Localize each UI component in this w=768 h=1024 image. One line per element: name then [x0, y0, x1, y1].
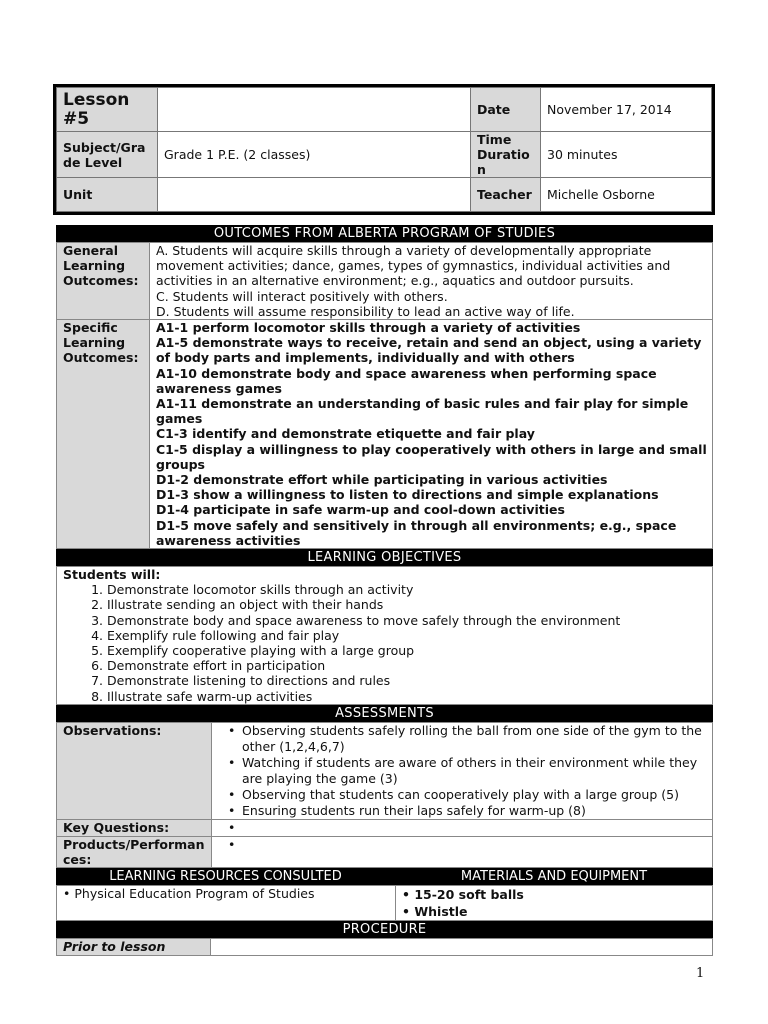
products-label: Products/Performan ces:: [57, 836, 212, 867]
observations-cell: [212, 722, 713, 819]
assessments-table: [56, 722, 713, 868]
general-outcomes-label: General Learning Outcomes:: [57, 243, 150, 320]
page-number: 1: [696, 966, 705, 981]
specific-outcome-line: A1-11 demonstrate an understanding of basic rules and fair play for simple games: [156, 396, 689, 427]
key-questions-label: Key Questions:: [57, 819, 212, 836]
specific-outcome-line: A1-5 demonstrate ways to receive, retain and send an object, using a variety of body parts and implements, individually and with others: [156, 335, 702, 366]
general-outcomes-text: [150, 243, 713, 320]
specific-outcome-line: D1-3 show a willingness to listen to directions and simple explanations: [156, 487, 659, 503]
lesson-label: Lesson #5: [57, 88, 158, 132]
procedure-title: PROCEDURE: [56, 921, 713, 938]
teacher-value: Michelle Osborne: [541, 178, 712, 212]
lesson-header-table: [53, 84, 715, 215]
specific-outcome-line: C1-3 identify and demonstrate etiquette and fair play: [156, 426, 535, 442]
date-value: November 17, 2014: [541, 88, 712, 132]
subject-value: Grade 1 P.E. (2 classes): [158, 132, 471, 178]
specific-outcome-line: A1-1 perform locomotor skills through a variety of activities: [156, 320, 581, 336]
lesson-value: [158, 88, 471, 132]
objective-item: 3. Demonstrate body and space awareness to move safely through the environment: [107, 613, 712, 628]
empty-bullet: [242, 837, 712, 853]
prior-to-lesson-label: Prior to lesson: [57, 939, 211, 955]
assessments-title: ASSESSMENTS: [56, 705, 713, 722]
time-label: Time Duratio n: [471, 132, 541, 178]
materials-title: MATERIALS AND EQUIPMENT: [460, 869, 648, 885]
objective-item: 4. Exemplify rule following and fair play: [107, 628, 712, 643]
unit-value: [158, 178, 471, 212]
observations-list: [218, 723, 712, 819]
observation-item: • Ensuring students run their laps safely for warm-up (8): [242, 803, 712, 819]
material-item: • Whistle: [402, 904, 468, 920]
lesson-plan-body: [56, 225, 713, 956]
observations-label: Observations:: [57, 722, 212, 819]
objective-item: 1. Demonstrate locomotor skills through an activity: [107, 582, 712, 597]
empty-bullet: [242, 820, 712, 836]
general-outcome-line: D. Students will assume responsibility to lead an active way of life.: [156, 303, 575, 319]
specific-outcome-line: A1-10 demonstrate body and space awareness when performing space awareness games: [156, 365, 657, 396]
observation-item: • Watching if students are aware of others in their environment while they are playing the game (3): [242, 755, 712, 787]
objectives-cell: [57, 567, 713, 705]
objective-item: 7. Demonstrate listening to directions and rules: [107, 673, 712, 688]
date-label: Date: [471, 88, 541, 132]
general-outcome-line: C. Students will interact positively with others.: [156, 288, 448, 304]
general-outcome-line: A. Students will acquire skills through a variety of developmentally appropriate movement activities; dance, games, types of gymnastics, individual activities and activities in an alternative environment; e.g., aquatics and outdoor pursuits.: [156, 243, 671, 289]
materials-cell: [396, 886, 713, 921]
products-cell: [212, 836, 713, 867]
objective-item: 8. Illustrate safe warm-up activities: [107, 689, 712, 704]
specific-outcome-line: D1-4 participate in safe warm-up and cool-down activities: [156, 502, 565, 518]
objective-item: 6. Demonstrate effort in participation: [107, 658, 712, 673]
outcomes-table: [56, 242, 713, 549]
procedure-table: [56, 938, 713, 955]
prior-to-lesson-cell: [211, 939, 713, 955]
objectives-list: [63, 582, 712, 704]
subject-label: Subject/Gra de Level: [57, 132, 158, 178]
teacher-label: Teacher: [471, 178, 541, 212]
material-item: • 15-20 soft balls: [402, 887, 524, 903]
objectives-intro: Students will:: [63, 567, 161, 583]
specific-outcomes-label: Specific Learning Outcomes:: [57, 320, 150, 549]
resources-header: [56, 868, 713, 885]
objectives-title: LEARNING OBJECTIVES: [56, 549, 713, 566]
specific-outcome-line: C1-5 display a willingness to play cooperatively with others in large and small groups: [156, 441, 707, 472]
objective-item: 5. Exemplify cooperative playing with a large group: [107, 643, 712, 658]
resources-table: [56, 885, 713, 921]
resources-cell: [57, 886, 396, 921]
specific-outcome-line: D1-5 move safely and sensitively in through all environments; e.g., space awareness activities: [156, 517, 677, 548]
unit-label: Unit: [57, 178, 158, 212]
observation-item: • Observing that students can cooperatively play with a large group (5): [242, 787, 712, 803]
specific-outcome-line: D1-2 demonstrate effort while participating in various activities: [156, 472, 608, 488]
resource-item: • Physical Education Program of Studies: [63, 886, 315, 902]
outcomes-title: OUTCOMES FROM ALBERTA PROGRAM OF STUDIES: [56, 225, 713, 242]
time-value: 30 minutes: [541, 132, 712, 178]
objectives-table: [56, 566, 713, 705]
specific-outcomes-text: [150, 320, 713, 549]
objective-item: 2. Illustrate sending an object with their hands: [107, 597, 712, 612]
observation-item: • Observing students safely rolling the ball from one side of the gym to the other (1,2,4,6,7): [242, 723, 712, 755]
key-questions-cell: [212, 819, 713, 836]
resources-title: LEARNING RESOURCES CONSULTED: [109, 869, 342, 885]
